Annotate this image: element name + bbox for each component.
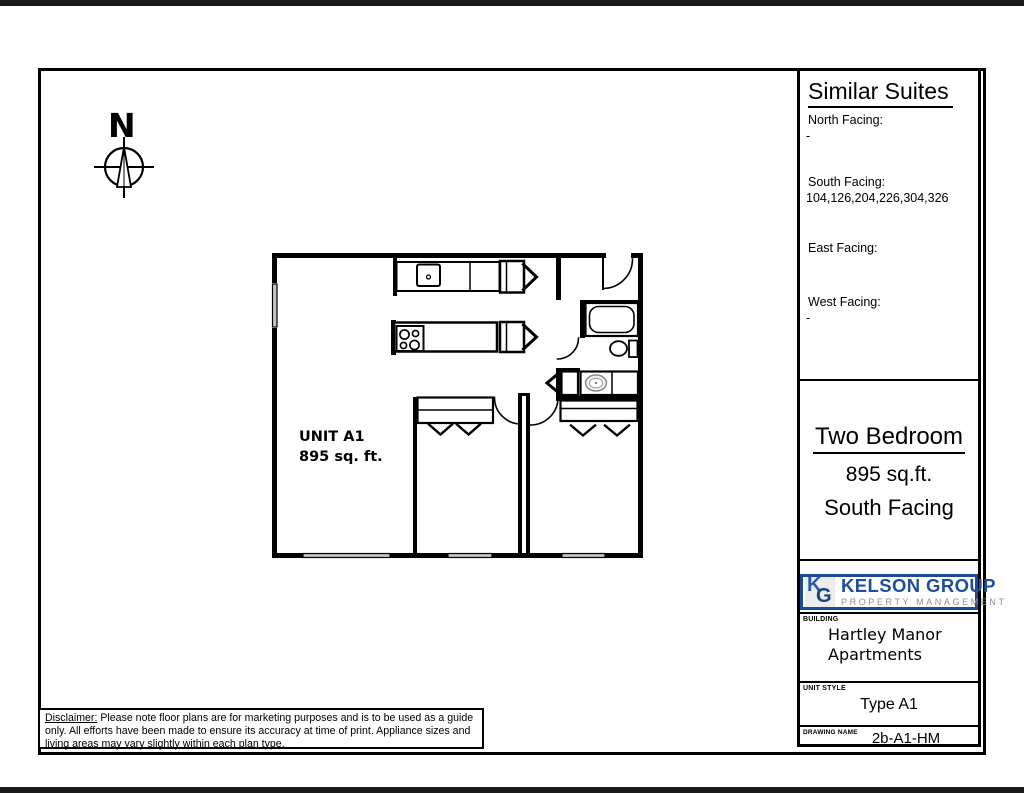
north-compass-icon bbox=[95, 106, 153, 197]
similar-suites-title: Similar Suites bbox=[808, 78, 953, 108]
toilet-icon bbox=[629, 341, 638, 358]
south-facing-value: 104,126,204,226,304,326 bbox=[806, 191, 949, 205]
kg-monogram-icon bbox=[805, 574, 835, 607]
logo-company-name: KELSON GROUP bbox=[841, 575, 996, 597]
north-facing-value: - bbox=[806, 129, 811, 143]
closet-right bbox=[561, 401, 638, 422]
disclaimer-text: Please note floor plans are for marketing purposes and is to be used as a guide only. All efforts have been made to ensure its accuracy at time of print. Appliance sizes and living areas may vary slightly within each plan type. bbox=[45, 712, 474, 750]
building-value: Hartley Manor Apartments bbox=[828, 625, 942, 664]
monogram-g: G bbox=[816, 585, 832, 607]
monogram-k: K bbox=[807, 574, 822, 596]
suite-facing-label: South Facing bbox=[824, 495, 954, 520]
logo-tagline: PROPERTY MANAGEMENT bbox=[841, 596, 1007, 607]
bifold-door-icon bbox=[571, 426, 595, 436]
bifold-door-icon bbox=[457, 425, 480, 435]
linen-closet bbox=[562, 372, 579, 396]
suite-type-label: Two Bedroom bbox=[813, 423, 965, 454]
fridge-icon bbox=[500, 261, 524, 293]
disclaimer-label: Disclaimer: bbox=[45, 712, 98, 724]
unit-style-label: UNIT STYLE bbox=[803, 685, 846, 692]
bedroom-door-arc bbox=[495, 398, 522, 425]
kitchen bbox=[394, 261, 537, 352]
bathroom bbox=[547, 303, 638, 395]
bifold-door-icon bbox=[429, 425, 452, 435]
south-facing-label: South Facing: bbox=[808, 175, 886, 189]
drawing-name-value: 2b-A1-HM bbox=[871, 730, 941, 747]
drawing-name-field bbox=[800, 725, 978, 747]
pantry-icon bbox=[500, 322, 524, 352]
west-facing-value: - bbox=[806, 311, 811, 325]
disclaimer bbox=[38, 708, 484, 749]
kitchen-counter bbox=[397, 262, 500, 291]
title-block-column bbox=[797, 68, 1007, 747]
suite-summary-panel bbox=[800, 381, 978, 561]
bedroom-door-arc bbox=[531, 398, 559, 426]
door-swing-arrow-icon bbox=[524, 325, 537, 349]
kelson-group-logo bbox=[800, 574, 1007, 610]
unit-style-value: Type A1 bbox=[860, 696, 918, 713]
unit-area-label: 895 sq. ft. bbox=[299, 449, 383, 465]
bifold-door-icon bbox=[605, 426, 629, 436]
unit-style-field bbox=[800, 681, 978, 725]
drawing-name-label: DRAWING NAME bbox=[803, 729, 858, 736]
unit-label: UNIT A1 bbox=[299, 429, 365, 445]
similar-suites-panel bbox=[800, 71, 978, 381]
west-facing-label: West Facing: bbox=[808, 295, 881, 309]
compass-north-label: N bbox=[108, 106, 136, 145]
bathroom-door-arc bbox=[558, 338, 579, 359]
building-label: BUILDING bbox=[803, 616, 839, 623]
suite-area-label: 895 sq.ft. bbox=[845, 463, 933, 486]
door-swing-arrow-icon bbox=[524, 265, 537, 290]
east-facing-label: East Facing: bbox=[808, 241, 878, 255]
entry-door bbox=[603, 258, 633, 289]
building-field bbox=[800, 612, 978, 681]
north-facing-label: North Facing: bbox=[808, 113, 884, 127]
